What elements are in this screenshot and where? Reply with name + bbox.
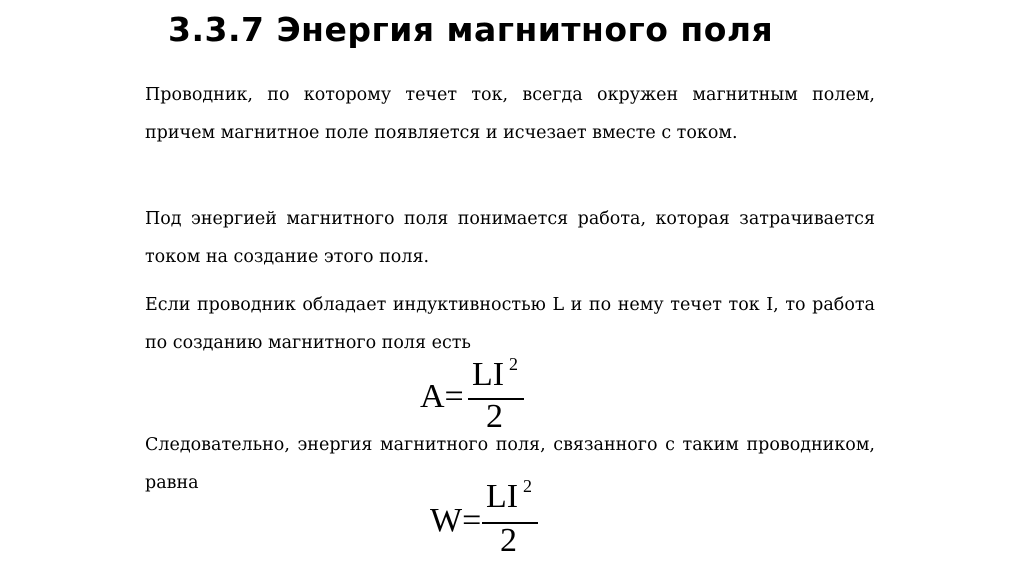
formula-energy-lhs: W= xyxy=(430,502,482,539)
formula-energy-numerator: LI xyxy=(486,478,519,515)
page-title: 3.3.7 Энергия магнитного поля xyxy=(168,10,774,49)
formula-work-lhs: A= xyxy=(420,378,464,415)
paragraph-energy-intro: Следовательно, энергия магнитного поля, связанного с таким проводником, равна xyxy=(145,435,875,493)
paragraph-conductor: Проводник, по которому течет ток, всегда окружен магнитным полем, причем магнитное поле появляется и исчезает вместе с током. xyxy=(145,85,875,143)
formula-work-numerator: LI xyxy=(472,356,505,393)
paragraph-definition: Под энергией магнитного поля понимается работа, которая затрачивается током на создание этого поля. xyxy=(145,209,875,267)
paragraph-work-intro: Если проводник обладает индуктивностью L и по нему течет ток I, то работа по созданию магнитного поля есть xyxy=(145,295,875,353)
formula-work-denominator: 2 xyxy=(486,398,503,435)
formula-energy-denominator: 2 xyxy=(500,522,517,559)
formula-energy xyxy=(430,476,550,570)
formula-work-exponent: 2 xyxy=(509,354,518,374)
formula-energy-exponent: 2 xyxy=(523,476,532,496)
